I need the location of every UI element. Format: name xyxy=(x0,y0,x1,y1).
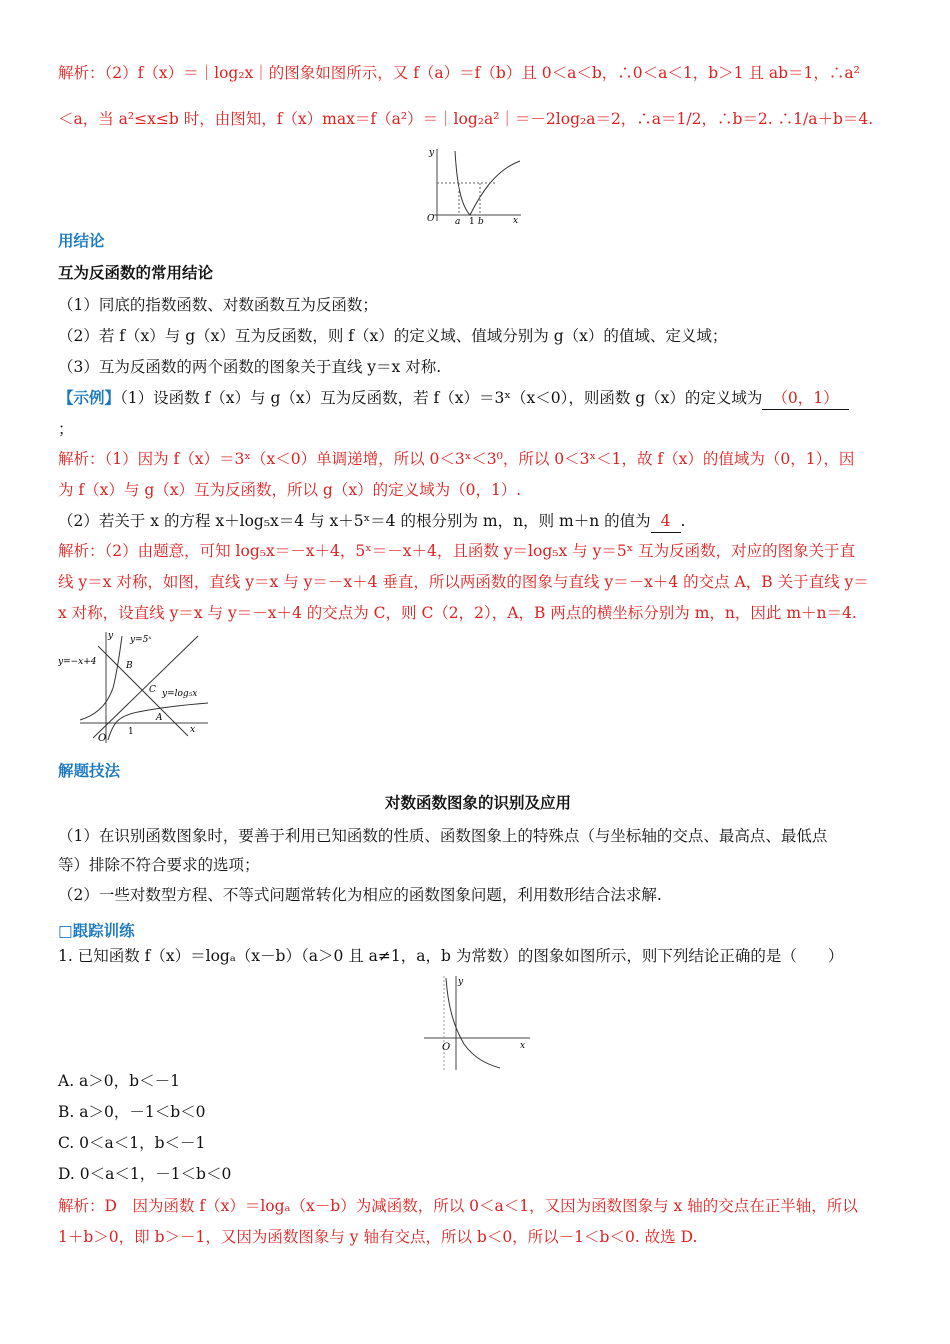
solution-text: D 因为函数 f（x）＝logₐ（x－b）为减函数，所以 0＜a＜1，又因为函数图象与 x 轴的交点在正半轴，所以 xyxy=(104,1197,858,1215)
option-a: A. a＞0，b＜－1 xyxy=(58,1072,180,1090)
example-q1-end: ； xyxy=(58,420,74,438)
log-curve xyxy=(446,978,500,1068)
solution-label: 解析： xyxy=(58,542,105,560)
solution-line: 为 f（x）与 g（x）互为反函数，所以 g（x）的定义域为（0，1）. xyxy=(58,481,522,499)
conclusion-item: （3）互为反函数的两个函数的图象关于直线 y＝x 对称. xyxy=(58,358,442,376)
example-tag: 【示例】 xyxy=(58,389,121,407)
fig-label-A: A xyxy=(156,713,163,723)
fig-label-x: x xyxy=(520,1041,526,1051)
fig-label-line: y=−x+4 xyxy=(58,657,97,667)
solution-label: 解析： xyxy=(58,64,105,82)
abs-log-graph-figure xyxy=(425,145,525,225)
solution-line: 线 y＝x 对称，如图，直线 y＝x 与 y＝－x＋4 垂直，所以两函数的图象与直线 y＝－x＋4 的交点 A，B 关于直线 y＝ xyxy=(58,573,869,591)
practice-question: 1. 已知函数 f（x）＝logₐ（x－b）（a＞0 且 a≠1，a，b 为常数）的图象如图所示，则下列结论正确的是（ ） xyxy=(58,947,844,965)
example-question-2 xyxy=(58,510,898,533)
solution-label: 解析： xyxy=(58,1197,105,1215)
fig-label-C: C xyxy=(149,685,156,695)
fig-label-1: 1 xyxy=(128,727,134,737)
log-decreasing-graph-figure xyxy=(420,972,535,1072)
inverse-function-graph-figure xyxy=(58,628,213,746)
example-q2-end: . xyxy=(680,512,686,530)
fig-label-b: b xyxy=(478,217,484,225)
solution-line xyxy=(58,540,898,562)
solution-text: （1）因为 f（x）＝3ˣ（x＜0）单调递增，所以 0＜3ˣ＜3⁰，所以 0＜3ˣ＜1，故 f（x）的值域为（0，1），因 xyxy=(104,450,855,468)
solution-line xyxy=(58,448,898,470)
solution-label: 解析： xyxy=(58,450,105,468)
option-c: C. 0＜a＜1，b＜－1 xyxy=(58,1134,206,1152)
solution-line xyxy=(58,62,898,84)
fig-label-B: B xyxy=(126,661,133,671)
fig-label-a: a xyxy=(455,217,461,225)
solution-line: ＜a，当 a²≤x≤b 时，由图知，f（x）max＝f（a²）＝｜log₂a²｜＝－2log₂a＝2，∴a＝1/2，∴b＝2. ∴1/a＋b＝4. xyxy=(58,110,874,128)
section-title: 用结论 xyxy=(58,232,105,250)
technique-text: （1）在识别函数图象时，要善于利用已知函数的性质、函数图象上的特殊点（与坐标轴的交点、最高点、最低点 xyxy=(58,827,828,845)
fig-label-x: x xyxy=(513,216,519,225)
example-q1-answer: （0，1） xyxy=(762,387,848,410)
fig-label-y: y xyxy=(458,977,464,987)
example-q1-text: （1）设函数 f（x）与 g（x）互为反函数，若 f（x）＝3ˣ（x＜0），则函数 g（x）的定义域为 xyxy=(120,389,763,407)
fig-label-x: x xyxy=(190,725,196,735)
example-question-1 xyxy=(58,387,898,410)
practice-title: □跟踪训练 xyxy=(58,922,135,940)
solution-line: 1＋b＞0，即 b＞－1，又因为函数图象与 y 轴有交点，所以 b＜0，所以－1＜b＜0. 故选 D. xyxy=(58,1228,698,1246)
fig-label-y: y xyxy=(108,631,114,641)
fig-label-y: y xyxy=(429,148,435,158)
technique-text: 等）排除不符合要求的选项； xyxy=(58,856,260,874)
example-q2-answer: 4 xyxy=(651,510,681,533)
solution-line: x 对称，设直线 y＝x 与 y＝－x＋4 的交点为 C，则 C（2，2），A，B 两点的横坐标分别为 m，n，因此 m＋n＝4. xyxy=(58,604,857,622)
conclusion-item: （1）同底的指数函数、对数函数互为反函数； xyxy=(58,296,378,314)
solution-text: （2）f（x）＝｜log₂x｜的图象如图所示，又 f（a）＝f（b）且 0＜a＜b，∴0＜a＜1，b＞1 且 ab＝1，∴a² xyxy=(104,64,860,82)
section-subtitle: 对数函数图象的识别及应用 xyxy=(384,794,571,812)
option-b: B. a＞0，－1＜b＜0 xyxy=(58,1103,206,1121)
section-title: 解题技法 xyxy=(58,762,121,780)
fig-label-log: y=log₅x xyxy=(162,689,198,699)
option-d: D. 0＜a＜1，－1＜b＜0 xyxy=(58,1165,232,1183)
fig-label-origin: O xyxy=(98,733,107,744)
example-q2-text: （2）若关于 x 的方程 x＋log₅x＝4 与 x＋5ˣ＝4 的根分别为 m，n，则 m＋n 的值为 xyxy=(58,512,651,530)
section-subtitle: 互为反函数的常用结论 xyxy=(58,264,214,282)
conclusion-item: （2）若 f（x）与 g（x）互为反函数，则 f（x）的定义域、值域分别为 g（x）的值域、定义域； xyxy=(58,327,728,345)
fig-label-1: 1 xyxy=(469,217,475,225)
abs-log-curve xyxy=(455,151,520,215)
technique-text: （2）一些对数型方程、不等式问题常转化为相应的函数图象问题，利用数形结合法求解. xyxy=(58,886,662,904)
solution-line xyxy=(58,1195,898,1217)
fig-label-origin: O xyxy=(442,1042,451,1053)
fig-label-exp: y=5ˣ xyxy=(130,635,152,645)
fig-label-origin: O xyxy=(427,214,435,224)
solution-text: （2）由题意，可知 log₅x＝－x＋4，5ˣ＝－x＋4，且函数 y＝log₅x 与 y＝5ˣ 互为反函数，对应的图象关于直 xyxy=(104,542,856,560)
